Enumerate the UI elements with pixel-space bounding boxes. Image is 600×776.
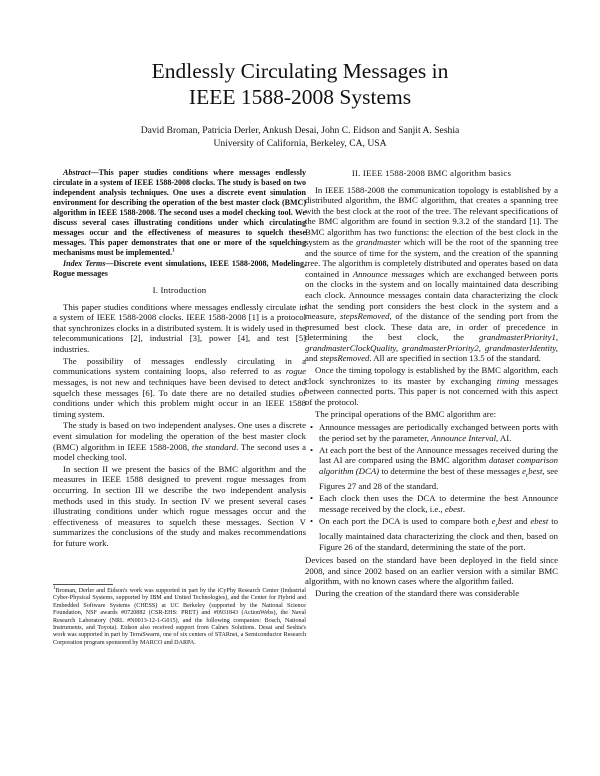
bmc-p1-b: which will be the root of the spanning tree and the source of time for the system, and the creation of the spanning tree. The algorithm is completely distributed and operates based on data contained in xyxy=(305,237,558,279)
bmc-paragraph-3: The principal operations of the BMC algorithm are: xyxy=(315,408,497,419)
bullet-icon: • xyxy=(310,515,314,526)
bmc-p1-c: which are exchanged between ports on the clocks in the system and on locally maintained data describing each clock. Announce messages contain data characterizing the clock that the sending port considers the best clock in the system and a measure, xyxy=(305,268,558,322)
intro-p2-emphasis: rogue xyxy=(285,366,306,377)
math-subscript: r xyxy=(525,472,529,479)
footnote-mark: 1 xyxy=(53,585,56,591)
list-item xyxy=(310,422,558,443)
paper-title xyxy=(60,58,540,110)
list-item-text: , see Figures 27 and 28 of the standard. xyxy=(319,465,559,492)
bmc-paragraph-4: Devices based on the standard have been deployed in the field since 2008, and since 2002 based on an earlier version with a similar BMC algorithm, with no known cases where the algorithm failed. xyxy=(305,555,558,587)
list-item-text: , AI. xyxy=(496,432,512,443)
bullet-icon: • xyxy=(310,444,314,455)
math-symbol: best xyxy=(528,465,543,476)
right-column xyxy=(305,168,558,600)
list-item-text: Each clock then uses the DCA to determine the best Announce message received by the clock, i.e., xyxy=(319,493,558,514)
bmc-p1-em-announce: Announce messages xyxy=(352,268,425,279)
bmc-p2-a: Once the timing topology is established by the BMC algorithm, each clock synchronizes to its master by exchanging xyxy=(305,365,558,386)
abstract-footnote-mark: 1 xyxy=(172,248,175,254)
author-list: David Broman, Patricia Derler, Ankush Desai, John C. Eidson and Sanjit A. Seshia xyxy=(140,125,460,136)
math-symbol: best xyxy=(497,515,512,526)
intro-p3-part-b: . The second uses a model checking tool. xyxy=(53,441,306,463)
abstract xyxy=(53,168,306,258)
bmc-p1-em-steps: stepsRemoved xyxy=(339,311,390,322)
list-item-emphasis: dataset comparison algorithm (DCA) xyxy=(319,455,558,476)
list-item-text: to determine the best of these messages xyxy=(381,465,520,476)
bmc-p2-em: timing xyxy=(496,375,520,386)
abstract-label: Abstract xyxy=(63,168,91,177)
bmc-p1-d: , of the distance of the sending port from the presumed best clock. These data are, in order of precedence in determining the best clock, the xyxy=(305,311,558,343)
bmc-p1-em-fields: grandmasterPriority1, grandmasterClockQuality, grandmasterPriority2, grandmasterIdentity, xyxy=(305,332,559,353)
affiliation: University of California, Berkeley, CA, USA xyxy=(213,138,387,149)
list-item-text: to locally maintained data characterizing the clock and then, based on Figure 26 of the standard, determining the state of the port. xyxy=(319,515,558,552)
abstract-text: —This paper studies conditions where messages endlessly circulate in a system of IEEE 1588-2008 clocks. The study is based on two independent analysis techniques. One uses a discrete event simulation environment for describing the operation of the best master clock (BMC) algorithm in IEEE 1588-2008. The second uses a model checking tool. We discuss several cases illustrating conditions under which circulating messages occur and the effectiveness of measures to squelch these messages. This paper demonstrates that one or more of the squelching mechanisms must be implemented. xyxy=(53,168,306,257)
footnote-text: Broman, Derler and Eidson's work was supported in part by the iCyPhy Research Center (Industrial Cyber-Physical Systems, supported by IBM and United Technologies), and the Center for Hybrid and Embedded Software Systems (CHESS) at UC Berkeley (supported by the National Science Foundation, NSF awards #0720882 (CSR-EHS: PRET) and #0931843 (ActionWebs), the Naval Research Laboratory (NRL #N0013-12-1-G015), and the following companies: Bosch, National Instruments, and Toyota). Eidson also received support from Calnex Solutions. Desai and Seshia's work was supported in part by TerraSwarm, one of six centers of STARnet, a Semiconductor Research Corporation program sponsored by MARCO and DARPA. xyxy=(53,588,306,646)
bmc-p1-em-grandmaster: grandmaster xyxy=(356,237,401,248)
list-item-text: and xyxy=(514,515,528,526)
title-line-1: Endlessly Circulating Messages in xyxy=(151,59,449,83)
bmc-paragraph-5: During the creation of the standard there was considerable xyxy=(315,588,520,599)
bullet-icon: • xyxy=(310,493,314,504)
intro-paragraph-3 xyxy=(53,420,306,462)
footnote xyxy=(53,585,306,647)
section-1-heading: I. Introduction xyxy=(152,285,207,296)
bmc-paragraph-2 xyxy=(305,365,558,407)
list-item-text: On each port the DCA is used to compare both xyxy=(319,515,489,526)
intro-paragraph-1: This paper studies conditions where messages endlessly circulate in a system of IEEE 1588-2008 clocks. IEEE 1588-2008 [1] is a protocol that synchronizes clocks in a distributed system. It is widely used in the telecommunications [2], industrial [3], power [4], and test [5] industries. xyxy=(53,301,306,355)
math-erbest xyxy=(491,515,512,529)
math-symbol: e xyxy=(491,515,496,526)
list-item xyxy=(310,515,558,552)
intro-paragraph-4: In section II we present the basics of the BMC algorithm and the measures in IEEE 1588 designed to prevent rogue messages from occurring. In section III we describe the two independent analysis methods used in this study. In section IV we present several cases illustrating conditions under which rogue messages occur and the effectiveness of measures to squelch these messages. Section V summarizes the conclusions of the study and makes recommendations for future work. xyxy=(53,463,306,548)
index-terms-text: —Discrete event simulations, IEEE 1588-2008, Modeling, Rogue messages xyxy=(53,259,307,279)
math-symbol: e xyxy=(522,465,526,476)
bullet-icon: • xyxy=(310,422,314,433)
list-item xyxy=(310,444,559,492)
list-item-emphasis: Announce Interval xyxy=(431,432,497,443)
bmc-operations-list xyxy=(305,422,558,552)
list-item-text: . xyxy=(462,503,466,514)
footnote-rule xyxy=(53,584,113,585)
index-terms xyxy=(53,259,306,279)
title-line-2: IEEE 1588-2008 Systems xyxy=(188,85,412,109)
list-item-text: At each port the best of the Announce messages received during the last AI are compared using the BMC algorithm xyxy=(319,444,558,466)
bmc-p2-b: messages between connected ports. This paper is not concerned with this aspect of the protocol. xyxy=(305,375,559,407)
left-column xyxy=(53,168,306,550)
section-2-heading: II. IEEE 1588-2008 BMC algorithm basics xyxy=(351,168,512,178)
math-erbest xyxy=(522,465,543,479)
intro-paragraph-2 xyxy=(53,356,306,419)
bmc-paragraph-1 xyxy=(305,185,558,364)
math-ebest: ebest xyxy=(444,503,463,514)
list-item xyxy=(310,493,558,514)
bmc-p1-e: and xyxy=(305,353,318,364)
bmc-p1-a: In IEEE 1588-2008 the communication topology is established by a distributed algorithm, the BMC algorithm, that creates a spanning tree with the best clock at the root of the tree. The relevant specifications of the BMC algorithm are found in section 9.3.2 of the standard [1]. The BMC algorithm has two functions: the election of the best clock in the system as the xyxy=(305,184,558,248)
list-item-text: Announce messages are periodically exchanged between ports with the period set by the parameter, xyxy=(319,422,558,443)
intro-p3-emphasis: the standard xyxy=(191,441,237,452)
math-subscript: r xyxy=(495,522,498,529)
intro-p3-part-a: The study is based on two independent analyses. One uses a discrete event simulation for modeling the operation of the best master clock (BMC) algorithm in IEEE 1588-2008, xyxy=(53,420,306,452)
bmc-p1-em-steps-2: stepsRemoved xyxy=(319,353,370,364)
index-terms-label: Index Terms xyxy=(63,259,106,269)
intro-p2-part-a: The possibility of messages endlessly circulating in a communications system containing loops, also referred to as xyxy=(53,355,306,377)
intro-p2-part-b: messages, is not new and techniques have been devised to detect and squelch these messages [6]. To date there are no detailed studies of conditions under which this problem might occur in an IEEE 1588 timing system. xyxy=(53,376,306,419)
bmc-p1-f: . All are specified in section 13.5 of the standard. xyxy=(369,353,541,364)
math-ebest: ebest xyxy=(530,515,549,526)
